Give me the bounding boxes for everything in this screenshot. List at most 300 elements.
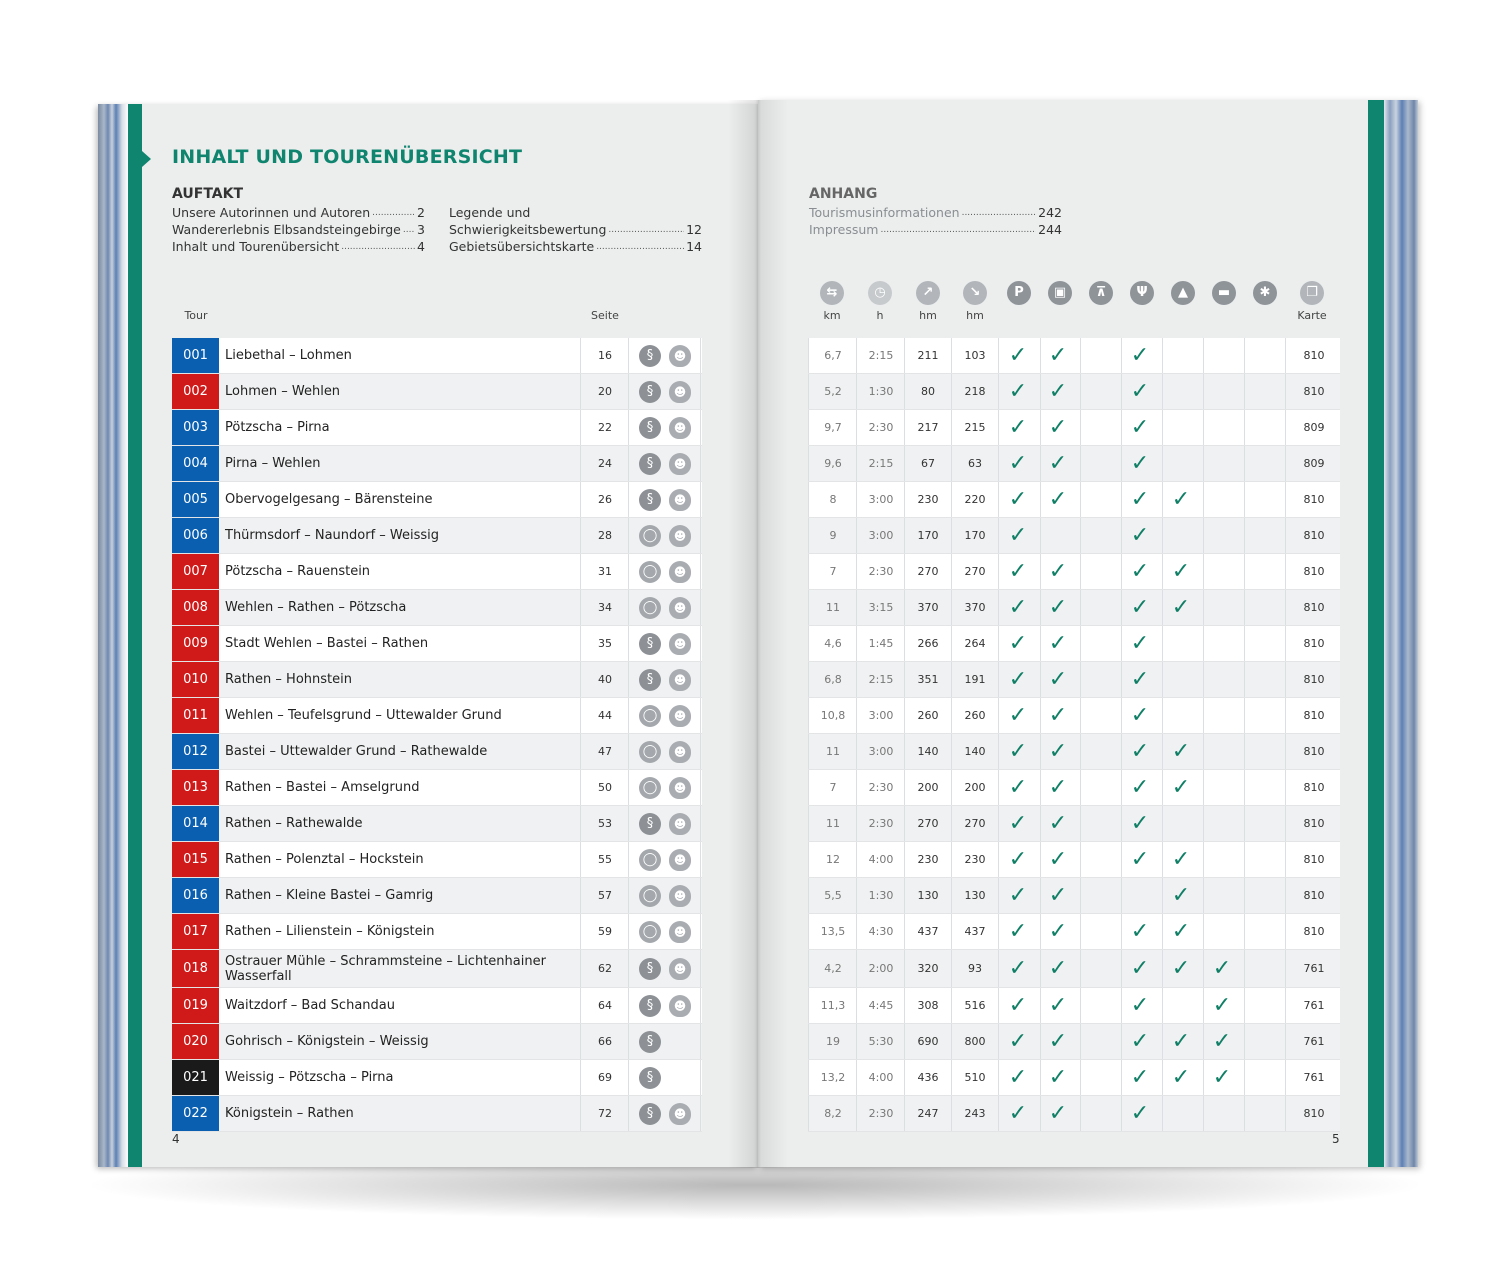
route-icon: § (639, 1067, 661, 1089)
tour-name: Ostrauer Mühle – Schrammsteine – Lichtenhainer Wasserfall (225, 953, 546, 984)
table-row[interactable] (808, 950, 1340, 988)
tour-page: 57 (598, 889, 612, 902)
check-icon: ✓ (1008, 919, 1028, 944)
tour-descent: 200 (964, 781, 986, 794)
check-icon: ✓ (1008, 993, 1028, 1018)
auftakt-list-2 (449, 204, 702, 255)
check-icon: ✓ (1048, 811, 1068, 836)
tour-map: 810 (1303, 637, 1325, 650)
tour-hours: 3:00 (868, 709, 894, 722)
kids-bear-icon: ☻ (669, 597, 691, 619)
tour-descent: 230 (964, 853, 986, 866)
check-icon: ✓ (1048, 775, 1068, 800)
toc-item-line1: Legende und (449, 205, 531, 220)
kids-bear-icon: ☻ (669, 453, 691, 475)
tour-ascent: 270 (917, 817, 939, 830)
tour-hours: 3:00 (868, 493, 894, 506)
check-icon: ✓ (1008, 631, 1028, 656)
tour-descent: 370 (964, 601, 986, 614)
check-icon: ✓ (1008, 415, 1028, 440)
check-icon: ✓ (1048, 847, 1068, 872)
tour-hours: 4:00 (868, 853, 894, 866)
tour-map: 761 (1303, 1071, 1325, 1084)
tour-ascent: 200 (917, 781, 939, 794)
tour-km: 4,6 (824, 637, 842, 650)
check-icon: ✓ (1048, 415, 1068, 440)
tour-page: 24 (598, 457, 612, 470)
tour-descent: 191 (964, 673, 986, 686)
header-hm-up: hm (919, 309, 937, 322)
table-row[interactable] (808, 482, 1340, 518)
toc-item[interactable]: Unsere Autorinnen und Autoren ..... 2 (172, 204, 425, 221)
check-icon: ✓ (1171, 487, 1191, 512)
tour-number: 001 (172, 338, 219, 373)
tour-name: Pötzscha – Rauenstein (225, 564, 371, 579)
left-page-edge (98, 104, 128, 1167)
check-icon: ✓ (1130, 956, 1150, 981)
tour-ascent: 270 (917, 565, 939, 578)
tour-map: 810 (1303, 349, 1325, 362)
round-trip-icon: ◯ (639, 921, 661, 943)
table-row[interactable] (172, 590, 702, 626)
check-icon: ✓ (1048, 631, 1068, 656)
tour-map: 810 (1303, 673, 1325, 686)
check-icon: ✓ (1171, 739, 1191, 764)
auftakt-heading: AUFTAKT (172, 186, 244, 202)
page-number-left: 4 (172, 1132, 180, 1146)
check-icon: ✓ (1212, 956, 1232, 981)
tour-map: 810 (1303, 565, 1325, 578)
tour-hours: 2:30 (868, 1107, 894, 1120)
round-trip-icon: ◯ (639, 741, 661, 763)
check-icon: ✓ (1130, 523, 1150, 548)
tour-descent: 140 (964, 745, 986, 758)
tour-name: Königstein – Rathen (225, 1106, 354, 1121)
table-row[interactable] (172, 374, 702, 410)
tour-hours: 2:30 (868, 565, 894, 578)
table-row[interactable] (172, 1024, 702, 1060)
kids-bear-icon: ☻ (669, 633, 691, 655)
tour-number: 015 (172, 842, 219, 877)
route-icon: § (639, 995, 661, 1017)
check-icon: ✓ (1130, 487, 1150, 512)
table-row[interactable] (808, 734, 1340, 770)
kids-bear-icon: ☻ (669, 813, 691, 835)
table-row[interactable] (808, 698, 1340, 734)
tour-map: 810 (1303, 493, 1325, 506)
check-icon: ✓ (1048, 1029, 1068, 1054)
round-trip-icon: ◯ (639, 525, 661, 547)
header-h: h (876, 309, 884, 322)
kids-bear-icon: ☻ (669, 489, 691, 511)
kids-bear-icon: ☻ (669, 345, 691, 367)
signpost-icon: ⇆ (820, 281, 844, 305)
tour-page: 28 (598, 529, 612, 542)
table-row[interactable] (172, 988, 702, 1024)
table-row[interactable] (172, 842, 702, 878)
check-icon: ✓ (1130, 703, 1150, 728)
table-row[interactable] (808, 662, 1340, 698)
tour-descent: 260 (964, 709, 986, 722)
route-icon: § (639, 813, 661, 835)
check-icon: ✓ (1171, 883, 1191, 908)
check-icon: ✓ (1130, 919, 1150, 944)
tour-hours: 2:15 (868, 673, 894, 686)
tour-name: Wehlen – Rathen – Pötzscha (225, 600, 407, 615)
tour-name: Pirna – Wehlen (225, 456, 321, 471)
check-icon: ✓ (1008, 1029, 1028, 1054)
tour-km: 9 (829, 529, 837, 542)
tour-name: Liebethal – Lohmen (225, 348, 352, 363)
route-icon: § (639, 489, 661, 511)
restaurant-icon: Ψ (1130, 281, 1154, 305)
toc-item[interactable]: Wandererlebnis Elbsandsteingebirge ..... 3 (172, 221, 425, 238)
tour-name: Stadt Wehlen – Bastei – Rathen (225, 636, 429, 651)
check-icon: ✓ (1048, 993, 1068, 1018)
hut-icon: ▲ (1171, 281, 1195, 305)
check-icon: ✓ (1130, 451, 1150, 476)
tour-hours: 4:00 (868, 1071, 894, 1084)
tour-page: 35 (598, 637, 612, 650)
toc-item[interactable]: Schwierigkeitsbewertung ..... 12 (449, 221, 702, 238)
route-icon: § (639, 345, 661, 367)
tour-km: 7 (829, 565, 837, 578)
check-icon: ✓ (1130, 1065, 1150, 1090)
toc-item[interactable]: Tourismusinformationen ..... 242 (809, 204, 1062, 221)
check-icon: ✓ (1171, 1065, 1191, 1090)
parking-icon: P (1007, 281, 1031, 305)
table-row[interactable] (172, 878, 702, 914)
table-row[interactable] (808, 626, 1340, 662)
tour-number: 018 (172, 950, 219, 987)
tour-km: 9,6 (824, 457, 842, 470)
check-icon: ✓ (1048, 1101, 1068, 1126)
tour-page: 66 (598, 1035, 612, 1048)
table-row[interactable] (172, 410, 702, 446)
check-icon: ✓ (1008, 775, 1028, 800)
tour-map: 810 (1303, 1107, 1325, 1120)
table-row[interactable] (808, 988, 1340, 1024)
tour-page: 47 (598, 745, 612, 758)
check-icon: ✓ (1008, 956, 1028, 981)
tour-name: Rathen – Polenztal – Hockstein (225, 852, 424, 867)
table-row[interactable] (172, 446, 702, 482)
tour-descent: 63 (968, 457, 982, 470)
tour-number: 022 (172, 1096, 219, 1131)
tour-ascent: 80 (921, 385, 935, 398)
tour-hours: 4:45 (868, 999, 894, 1012)
tour-ascent: 437 (917, 925, 939, 938)
tour-name: Wehlen – Teufelsgrund – Uttewalder Grund (225, 708, 502, 723)
tour-hours: 3:15 (868, 601, 894, 614)
table-row[interactable] (808, 878, 1340, 914)
tour-descent: 170 (964, 529, 986, 542)
tour-name: Gohrisch – Königstein – Weissig (225, 1034, 429, 1049)
tour-ascent: 436 (917, 1071, 939, 1084)
tour-descent: 270 (964, 565, 986, 578)
tour-number: 003 (172, 410, 219, 445)
tour-hours: 2:15 (868, 349, 894, 362)
tour-name: Thürmsdorf – Naundorf – Weissig (225, 528, 440, 543)
table-row[interactable] (808, 518, 1340, 554)
tour-km: 13,5 (820, 925, 846, 938)
page-title: INHALT UND TOURENÜBERSICHT (172, 146, 523, 168)
tour-name: Pötzscha – Pirna (225, 420, 330, 435)
check-icon: ✓ (1212, 1029, 1232, 1054)
tour-km: 11 (826, 817, 840, 830)
check-icon: ✓ (1008, 739, 1028, 764)
table-row[interactable] (172, 914, 702, 950)
tour-number: 016 (172, 878, 219, 913)
check-icon: ✓ (1171, 956, 1191, 981)
table-row[interactable] (808, 338, 1340, 374)
tour-table-left (172, 338, 702, 1132)
tour-map: 761 (1303, 999, 1325, 1012)
tour-number: 005 (172, 482, 219, 517)
tour-number: 004 (172, 446, 219, 481)
tour-page: 26 (598, 493, 612, 506)
tour-hours: 3:00 (868, 745, 894, 758)
tour-descent: 243 (964, 1107, 986, 1120)
tour-name: Rathen – Hohnstein (225, 672, 352, 687)
check-icon: ✓ (1008, 703, 1028, 728)
tour-ascent: 170 (917, 529, 939, 542)
table-row[interactable] (808, 914, 1340, 950)
tour-descent: 218 (964, 385, 986, 398)
check-icon: ✓ (1008, 811, 1028, 836)
tour-page: 40 (598, 673, 612, 686)
kids-bear-icon: ☻ (669, 669, 691, 691)
table-row[interactable] (172, 662, 702, 698)
tour-map: 809 (1303, 421, 1325, 434)
kids-bear-icon: ☻ (669, 417, 691, 439)
table-row[interactable] (808, 1096, 1340, 1132)
check-icon: ✓ (1048, 667, 1068, 692)
table-row[interactable] (172, 1060, 702, 1096)
route-icon: § (639, 669, 661, 691)
toc-item[interactable]: Impressum ..... 244 (809, 221, 1062, 238)
check-icon: ✓ (1048, 883, 1068, 908)
tour-page: 55 (598, 853, 612, 866)
check-icon: ✓ (1130, 595, 1150, 620)
table-row[interactable] (808, 410, 1340, 446)
table-row[interactable] (172, 554, 702, 590)
check-icon: ✓ (1048, 739, 1068, 764)
tour-page: 31 (598, 565, 612, 578)
page-number-right: 5 (1332, 1132, 1340, 1146)
tour-ascent: 690 (917, 1035, 939, 1048)
tour-map: 810 (1303, 601, 1325, 614)
tour-map: 810 (1303, 709, 1325, 722)
round-trip-icon: ◯ (639, 849, 661, 871)
check-icon: ✓ (1048, 595, 1068, 620)
descent-icon: ↘ (963, 281, 987, 305)
tour-name: Bastei – Uttewalder Grund – Rathewalde (225, 744, 488, 759)
table-row[interactable] (808, 842, 1340, 878)
check-icon: ✓ (1130, 415, 1150, 440)
ascent-icon: ↗ (916, 281, 940, 305)
tour-ascent: 266 (917, 637, 939, 650)
table-row[interactable] (172, 518, 702, 554)
bus-icon: ▣ (1048, 281, 1072, 305)
table-row[interactable] (172, 734, 702, 770)
tour-hours: 4:30 (868, 925, 894, 938)
tour-map: 810 (1303, 529, 1325, 542)
auftakt-list-1 (172, 204, 425, 255)
tour-hours: 2:30 (868, 421, 894, 434)
tour-km: 7 (829, 781, 837, 794)
route-icon: § (639, 381, 661, 403)
table-row[interactable] (172, 770, 702, 806)
tour-km: 13,2 (820, 1071, 846, 1084)
round-trip-icon: ◯ (639, 561, 661, 583)
round-trip-icon: ◯ (639, 777, 661, 799)
table-row[interactable] (808, 806, 1340, 842)
check-icon: ✓ (1171, 595, 1191, 620)
tour-table-right (808, 338, 1340, 1132)
tour-page: 53 (598, 817, 612, 830)
table-row[interactable] (808, 374, 1340, 410)
table-row[interactable] (808, 1024, 1340, 1060)
toc-item[interactable]: Gebietsübersichtskarte ..... 14 (449, 238, 702, 255)
tour-number: 017 (172, 914, 219, 949)
tour-number: 014 (172, 806, 219, 841)
table-row[interactable] (172, 626, 702, 662)
anhang-heading: ANHANG (809, 186, 878, 202)
table-row[interactable] (808, 446, 1340, 482)
check-icon: ✓ (1171, 919, 1191, 944)
check-icon: ✓ (1008, 559, 1028, 584)
tour-descent: 215 (964, 421, 986, 434)
tour-page: 62 (598, 962, 612, 975)
tour-km: 19 (826, 1035, 840, 1048)
check-icon: ✓ (1130, 559, 1150, 584)
tour-name: Obervogelgesang – Bärensteine (225, 492, 433, 507)
route-icon: § (639, 958, 661, 980)
table-row[interactable] (808, 770, 1340, 806)
snowflake-icon: ✱ (1253, 281, 1277, 305)
tour-number: 010 (172, 662, 219, 697)
route-icon: § (639, 453, 661, 475)
tour-name: Weissig – Pötzscha – Pirna (225, 1070, 394, 1085)
check-icon: ✓ (1212, 1065, 1232, 1090)
tour-hours: 3:00 (868, 529, 894, 542)
toc-item[interactable]: Inhalt und Tourenübersicht ..... 4 (172, 238, 425, 255)
kids-bear-icon: ☻ (669, 777, 691, 799)
tour-descent: 220 (964, 493, 986, 506)
round-trip-icon: ◯ (639, 705, 661, 727)
kids-bear-icon: ☻ (669, 849, 691, 871)
tour-number: 021 (172, 1060, 219, 1095)
tour-number: 008 (172, 590, 219, 625)
tour-map: 810 (1303, 745, 1325, 758)
tour-km: 5,5 (824, 889, 842, 902)
table-row[interactable] (172, 806, 702, 842)
check-icon: ✓ (1008, 523, 1028, 548)
map-icon: ❐ (1300, 281, 1324, 305)
tour-map: 761 (1303, 962, 1325, 975)
tour-name: Rathen – Kleine Bastei – Gamrig (225, 888, 434, 903)
kids-bear-icon: ☻ (669, 741, 691, 763)
tour-ascent: 140 (917, 745, 939, 758)
tour-ascent: 351 (917, 673, 939, 686)
check-icon: ✓ (1130, 739, 1150, 764)
tour-name: Waitzdorf – Bad Schandau (225, 998, 395, 1013)
tour-descent: 270 (964, 817, 986, 830)
tour-km: 8 (829, 493, 837, 506)
tour-km: 4,2 (824, 962, 842, 975)
tour-hours: 1:45 (868, 637, 894, 650)
table-row[interactable] (808, 1060, 1340, 1096)
tour-name: Rathen – Rathewalde (225, 816, 363, 831)
kids-bear-icon: ☻ (669, 958, 691, 980)
tour-number: 020 (172, 1024, 219, 1059)
table-row[interactable] (172, 338, 702, 374)
check-icon: ✓ (1130, 667, 1150, 692)
tour-page: 69 (598, 1071, 612, 1084)
tour-page: 34 (598, 601, 612, 614)
tour-number: 019 (172, 988, 219, 1023)
tour-km: 6,7 (824, 349, 842, 362)
check-icon: ✓ (1130, 631, 1150, 656)
check-icon: ✓ (1008, 1101, 1028, 1126)
tour-name: Rathen – Lilienstein – Königstein (225, 924, 435, 939)
table-row[interactable] (808, 554, 1340, 590)
table-row[interactable] (172, 950, 702, 988)
tour-page: 72 (598, 1107, 612, 1120)
check-icon: ✓ (1048, 956, 1068, 981)
right-page-edge (1384, 100, 1418, 1167)
tour-number: 011 (172, 698, 219, 733)
tour-map: 810 (1303, 385, 1325, 398)
tour-km: 5,2 (824, 385, 842, 398)
tour-ascent: 130 (917, 889, 939, 902)
tour-ascent: 308 (917, 999, 939, 1012)
check-icon: ✓ (1130, 811, 1150, 836)
tour-km: 9,7 (824, 421, 842, 434)
right-green-stripe (1368, 100, 1384, 1167)
round-trip-icon: ◯ (639, 885, 661, 907)
kids-bear-icon: ☻ (669, 1103, 691, 1125)
kids-bear-icon: ☻ (669, 525, 691, 547)
table-row[interactable] (172, 482, 702, 518)
check-icon: ✓ (1008, 847, 1028, 872)
check-icon: ✓ (1008, 883, 1028, 908)
header-karte: Karte (1297, 309, 1327, 322)
table-row[interactable] (808, 590, 1340, 626)
tour-map: 810 (1303, 925, 1325, 938)
table-row[interactable] (172, 698, 702, 734)
tour-descent: 516 (964, 999, 986, 1012)
check-icon: ✓ (1048, 379, 1068, 404)
kids-bear-icon: ☻ (669, 381, 691, 403)
tour-number: 002 (172, 374, 219, 409)
tour-number: 009 (172, 626, 219, 661)
tour-descent: 93 (968, 962, 982, 975)
table-row[interactable] (172, 1096, 702, 1132)
tour-km: 12 (826, 853, 840, 866)
check-icon: ✓ (1130, 847, 1150, 872)
tour-km: 8,2 (824, 1107, 842, 1120)
check-icon: ✓ (1008, 451, 1028, 476)
check-icon: ✓ (1171, 1029, 1191, 1054)
kids-bear-icon: ☻ (669, 995, 691, 1017)
tour-page: 16 (598, 349, 612, 362)
route-icon: § (639, 1031, 661, 1053)
tour-descent: 437 (964, 925, 986, 938)
check-icon: ✓ (1048, 703, 1068, 728)
tour-page: 44 (598, 709, 612, 722)
